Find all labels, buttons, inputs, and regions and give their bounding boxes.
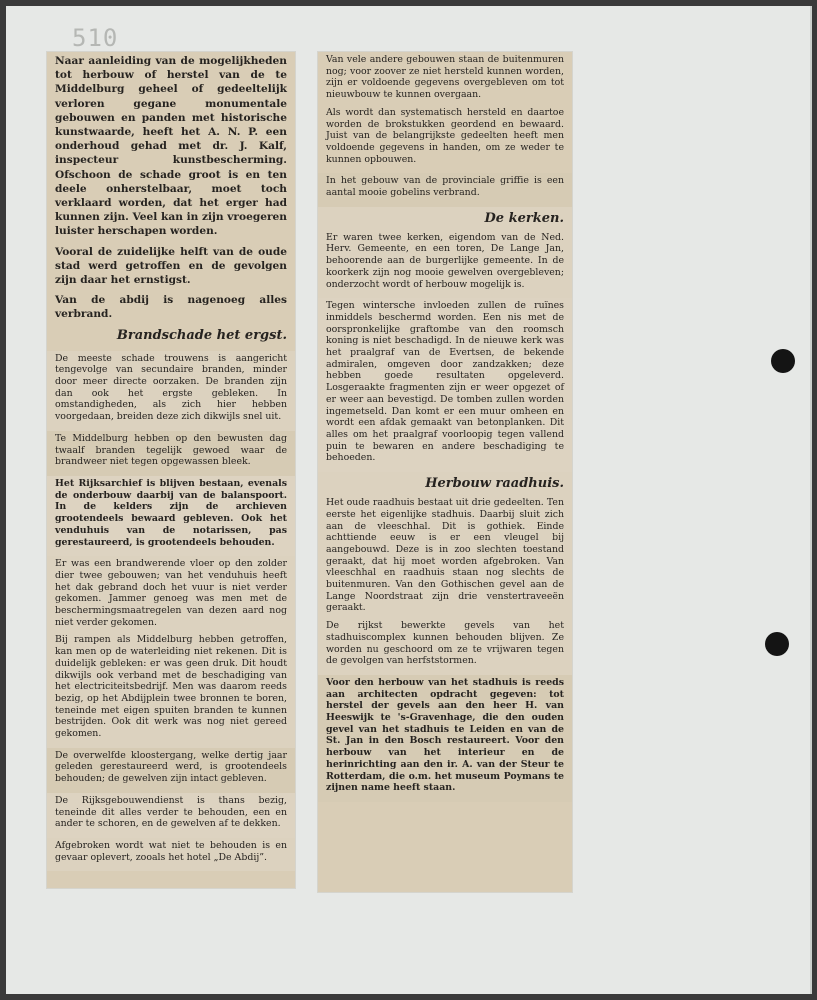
paragraph: Er was een brandwerende vloer op den zolder dier twee gebouwen; van het venduhuis heeft het dak gebrand doch het vuur is niet verder gekomen. Jammer genoeg was men met de beschermingsmaatregelen van dezen aard nog niet verder gekomen. bbox=[55, 558, 287, 628]
paragraph: De overwelfde kloostergang, welke dertig jaar geleden gerestaureerd werd, is grootendeels behouden; de gewelven zijn intact gebleven. bbox=[55, 749, 287, 785]
right-raadhuis bbox=[318, 472, 572, 675]
heading-raadhuis: Herbouw raadhuis. bbox=[425, 476, 564, 492]
paragraph: Afgebroken wordt wat niet te behouden is en gevaar oplevert, zooals het hotel „De Abdij”. bbox=[55, 839, 287, 863]
left-block-3 bbox=[47, 476, 295, 556]
page-number: 510 bbox=[72, 24, 119, 52]
right-kerken-2 bbox=[318, 298, 572, 472]
paragraph: De rijkst bewerkte gevels van het stadhuiscomplex kunnen behouden blijven. Ze worden nu geschoord om ze te vrijwaren tegen de gevolgen van herfststormen. bbox=[326, 620, 564, 667]
paragraph: De Rijksgebouwendienst is thans bezig, teneinde dit alles verder te behouden, een en ander te schoren, en de gewelven af te dekken. bbox=[55, 794, 287, 830]
left-block-5 bbox=[47, 748, 295, 793]
left-block-7 bbox=[47, 838, 295, 871]
paragraph: Naar aanleiding van de mogelijkheden tot herbouw of herstel van de te Middelburg geheel of gedeeltelijk verloren gegane monumentale gebouwen en panden met historische kunstwaarde, heeft het A. N. P. een onderhoud gehad met dr. J. Kalf, inspecteur kunstbescherming. Ofschoon de schade groot is en ten deele onherstelbaar, moet toch verklaard worden, dat het erger had kunnen zijn. Veel kan in zijn vroegeren luister herschapen worden. bbox=[55, 55, 287, 238]
right-intro bbox=[318, 52, 572, 173]
left-block-4 bbox=[47, 556, 295, 748]
paragraph: Als wordt dan systematisch hersteld en daartoe worden de brokstukken geordend en bewaard. Juist van de belangrijkste gedeelten heeft men voldoende gegevens in handen, om ze weder te kunnen opbouwen. bbox=[326, 106, 564, 165]
paragraph: Van de abdij is nagenoeg alles verbrand. bbox=[55, 294, 287, 321]
left-block-2 bbox=[47, 431, 295, 476]
paragraph: Voor den herbouw van het stadhuis is reeds aan architecten opdracht gegeven: tot herstel der gevels aan den heer H. van Heeswijk te 's-Gravenhage, die den ouden gevel van het stadhuis te Leiden en van de St. Jan in den Bosch restaureert. Voor den herbouw van het interieur en de herinrichting aan den ir. A. van der Steur te Rotterdam, die o.m. het museum Poymans te zijnen name heeft staan. bbox=[326, 676, 564, 794]
paragraph: In het gebouw van de provinciale griffie is een aantal mooie gobelins verbrand. bbox=[326, 175, 564, 199]
paragraph: Te Middelburg hebben op den bewusten dag twaalf branden tegelijk gewoed waar de brandweer niet tegen opgewassen bleek. bbox=[55, 432, 287, 468]
paragraph: Er waren twee kerken, eigendom van de Ned. Herv. Gemeente, en een toren, De Lange Jan, behoorende aan de burgerlijke gemeente. In de koorkerk zijn nog mooie gewelven overgebleven; onderzocht wordt of herbouw mogelijk is. bbox=[326, 231, 564, 290]
left-block-6 bbox=[47, 793, 295, 838]
paragraph: Tegen wintersche invloeden zullen de ruïnes inmiddels beschermd worden. Een nis met de oorspronkelijke graftombe van den roomsch koning is niet beschadigd. In de nieuwe kerk was het praalgraf van de Evertsen, de bekende admiralen, omgeven door zandzakken; deze hebben goede resultaten opgeleverd. Losgeraakte fragmenten zijn er weer opgezet of er weer aan bevestigd. De tomben zullen worden ingemetseld. Dan komt er een muur omheen en wordt een afdak gemaakt van betonplanken. Dit alles om het praalgraf voorloopig tegen vallend puin te bewaren en andere beschadiging te behoeden. bbox=[326, 300, 564, 464]
right-raadhuis-2 bbox=[318, 675, 572, 802]
paragraph: Het Rijksarchief is blijven bestaan, evenals de onderbouw daarbij van de balanspoort. In de kelders zijn de archieven grootendeels bewaard gebleven. Ook het venduhuis van de notarissen, pas gerestaureerd, is grootendeels behouden. bbox=[55, 477, 287, 548]
archive-sheet bbox=[6, 6, 812, 994]
paragraph: Bij rampen als Middelburg hebben getroffen, kan men op de waterleiding niet rekenen. Dit is duidelijk gebleken: er was geen druk. Dit houdt dikwijls ook verband met de beschadiging van het electriciteitsbedrijf. Men was daarom reeds bezig, op het Abdijplein twee bronnen te boren, teneinde met eigen spuiten branden te kunnen bestrijden. Ook dit werk was nog niet gereed gekomen. bbox=[55, 634, 287, 740]
paragraph: Vooral de zuidelijke helft van de oude stad werd getroffen en de gevolgen zijn daar het ernstigst. bbox=[55, 245, 287, 287]
heading-kerken: De kerken. bbox=[484, 210, 564, 226]
paragraph: Van vele andere gebouwen staan de buitenmuren nog; voor zoover ze niet hersteld kunnen worden, zijn er voldoende gegevens overgebleven om tot nieuwbouw te kunnen overgaan. bbox=[326, 54, 564, 101]
clipping-right bbox=[318, 52, 572, 892]
right-kerken bbox=[318, 207, 572, 299]
heading-brandschade: Brandschade het ergst. bbox=[116, 327, 287, 343]
punch-hole-lower bbox=[765, 632, 789, 656]
left-block-1 bbox=[47, 351, 295, 431]
left-intro bbox=[47, 52, 295, 351]
paragraph: Het oude raadhuis bestaat uit drie gedeelten. Ten eerste het eigenlijke stadhuis. Daarbij sluit zich aan de vleeschhal. Dit is gothiek. Einde achttiende eeuw is er een vleugel bij aangebouwd. Deze is in zoo slechten toestand geraakt, dat hij moet worden afgebroken. Van vleeschhal en raadhuis staan nog slechts de buitenmuren. Van den Gothischen gevel aan de Lange Noordstraat zijn drie venstertraveeën geraakt. bbox=[326, 497, 564, 614]
paragraph: De meeste schade trouwens is aangericht tengevolge van secundaire branden, minder door meer directe oorzaken. De branden zijn dan ook het ergste gebleken. In omstandigheden, als zich hier hebben voorgedaan, breiden deze zich dikwijls snel uit. bbox=[55, 352, 287, 423]
punch-hole-upper bbox=[771, 349, 795, 373]
right-griffie bbox=[318, 173, 572, 206]
clipping-left bbox=[47, 52, 295, 888]
